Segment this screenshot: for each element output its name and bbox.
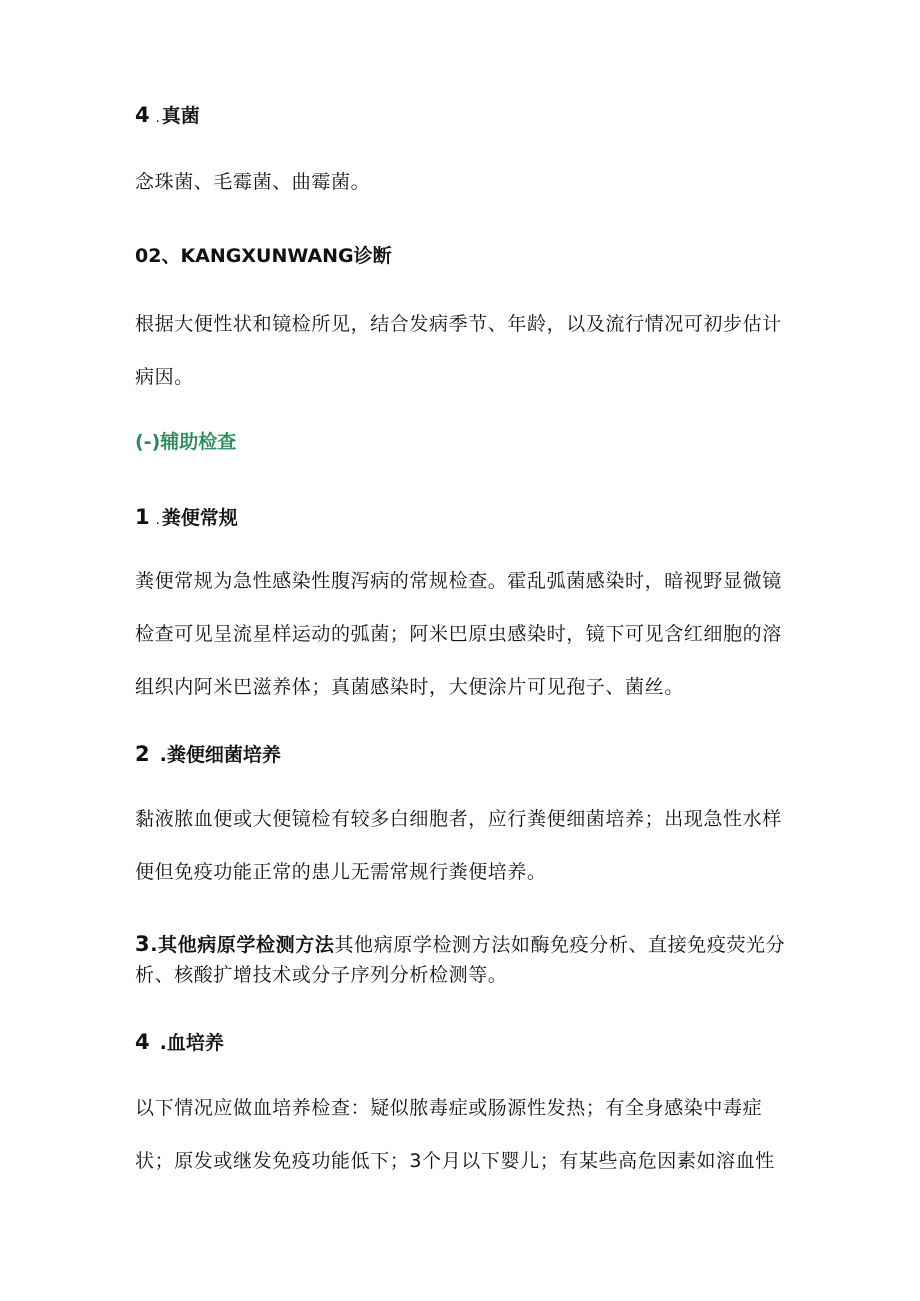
heading-blood-culture bbox=[135, 1028, 795, 1057]
heading-title: .其他病原学检测方法 bbox=[150, 934, 335, 956]
heading-title: .粪便细菌培养 bbox=[159, 744, 281, 766]
paragraph-blood-culture: 以下情况应做血培养检查：疑似脓毒症或肠源性发热；有全身感染中毒症状；原发或继发免疫功能低下；3个月以下婴儿；有某些高危因素如溶血性 bbox=[135, 1097, 775, 1172]
heading-separator: . bbox=[155, 111, 160, 126]
heading-stool-culture bbox=[135, 740, 795, 769]
heading-diagnosis: 02、KANGXUNWANG诊断 bbox=[135, 245, 392, 267]
heading-number: 2 bbox=[135, 742, 150, 766]
heading-fungi bbox=[135, 101, 795, 133]
paragraph-other-methods bbox=[135, 929, 795, 990]
heading-auxiliary-exam: (-)辅助检查 bbox=[135, 431, 237, 453]
heading-number: 3 bbox=[135, 932, 151, 956]
heading-separator: . bbox=[155, 513, 160, 528]
heading-title: 真菌 bbox=[161, 105, 200, 127]
paragraph-body: 其他病原学检测方法如酶免疫分析、直接免疫荧光分析、核酸扩增技术或分子序列分析检测等。 bbox=[135, 934, 786, 986]
paragraph-stool-routine: 粪便常规为急性感染性腹泻病的常规检查。霍乱弧菌感染时，暗视野显微镜检查可见呈流星样运动的弧菌；阿米巴原虫感染时，镜下可见含红细胞的溶组织内阿米巴滋养体；真菌感染时，大便涂片可见孢子、菌丝。 bbox=[135, 570, 782, 698]
heading-other-methods bbox=[135, 934, 334, 956]
heading-number: 4 bbox=[135, 103, 150, 127]
paragraph-diagnosis: 根据大便性状和镜检所见，结合发病季节、年龄，以及流行情况可初步估计病因。 bbox=[135, 313, 782, 388]
heading-title: 粪便常规 bbox=[161, 507, 238, 529]
paragraph-stool-culture: 黏液脓血便或大便镜检有较多白细胞者，应行粪便细菌培养；出现急性水样便但免疫功能正常的患儿无需常规行粪便培养。 bbox=[135, 808, 782, 883]
heading-number: 1 bbox=[135, 505, 150, 529]
heading-title: .血培养 bbox=[159, 1032, 224, 1054]
heading-stool-routine bbox=[135, 503, 795, 535]
heading-number: 4 bbox=[135, 1030, 150, 1054]
paragraph-fungi: 念珠菌、毛霉菌、曲霉菌。 bbox=[135, 171, 371, 193]
